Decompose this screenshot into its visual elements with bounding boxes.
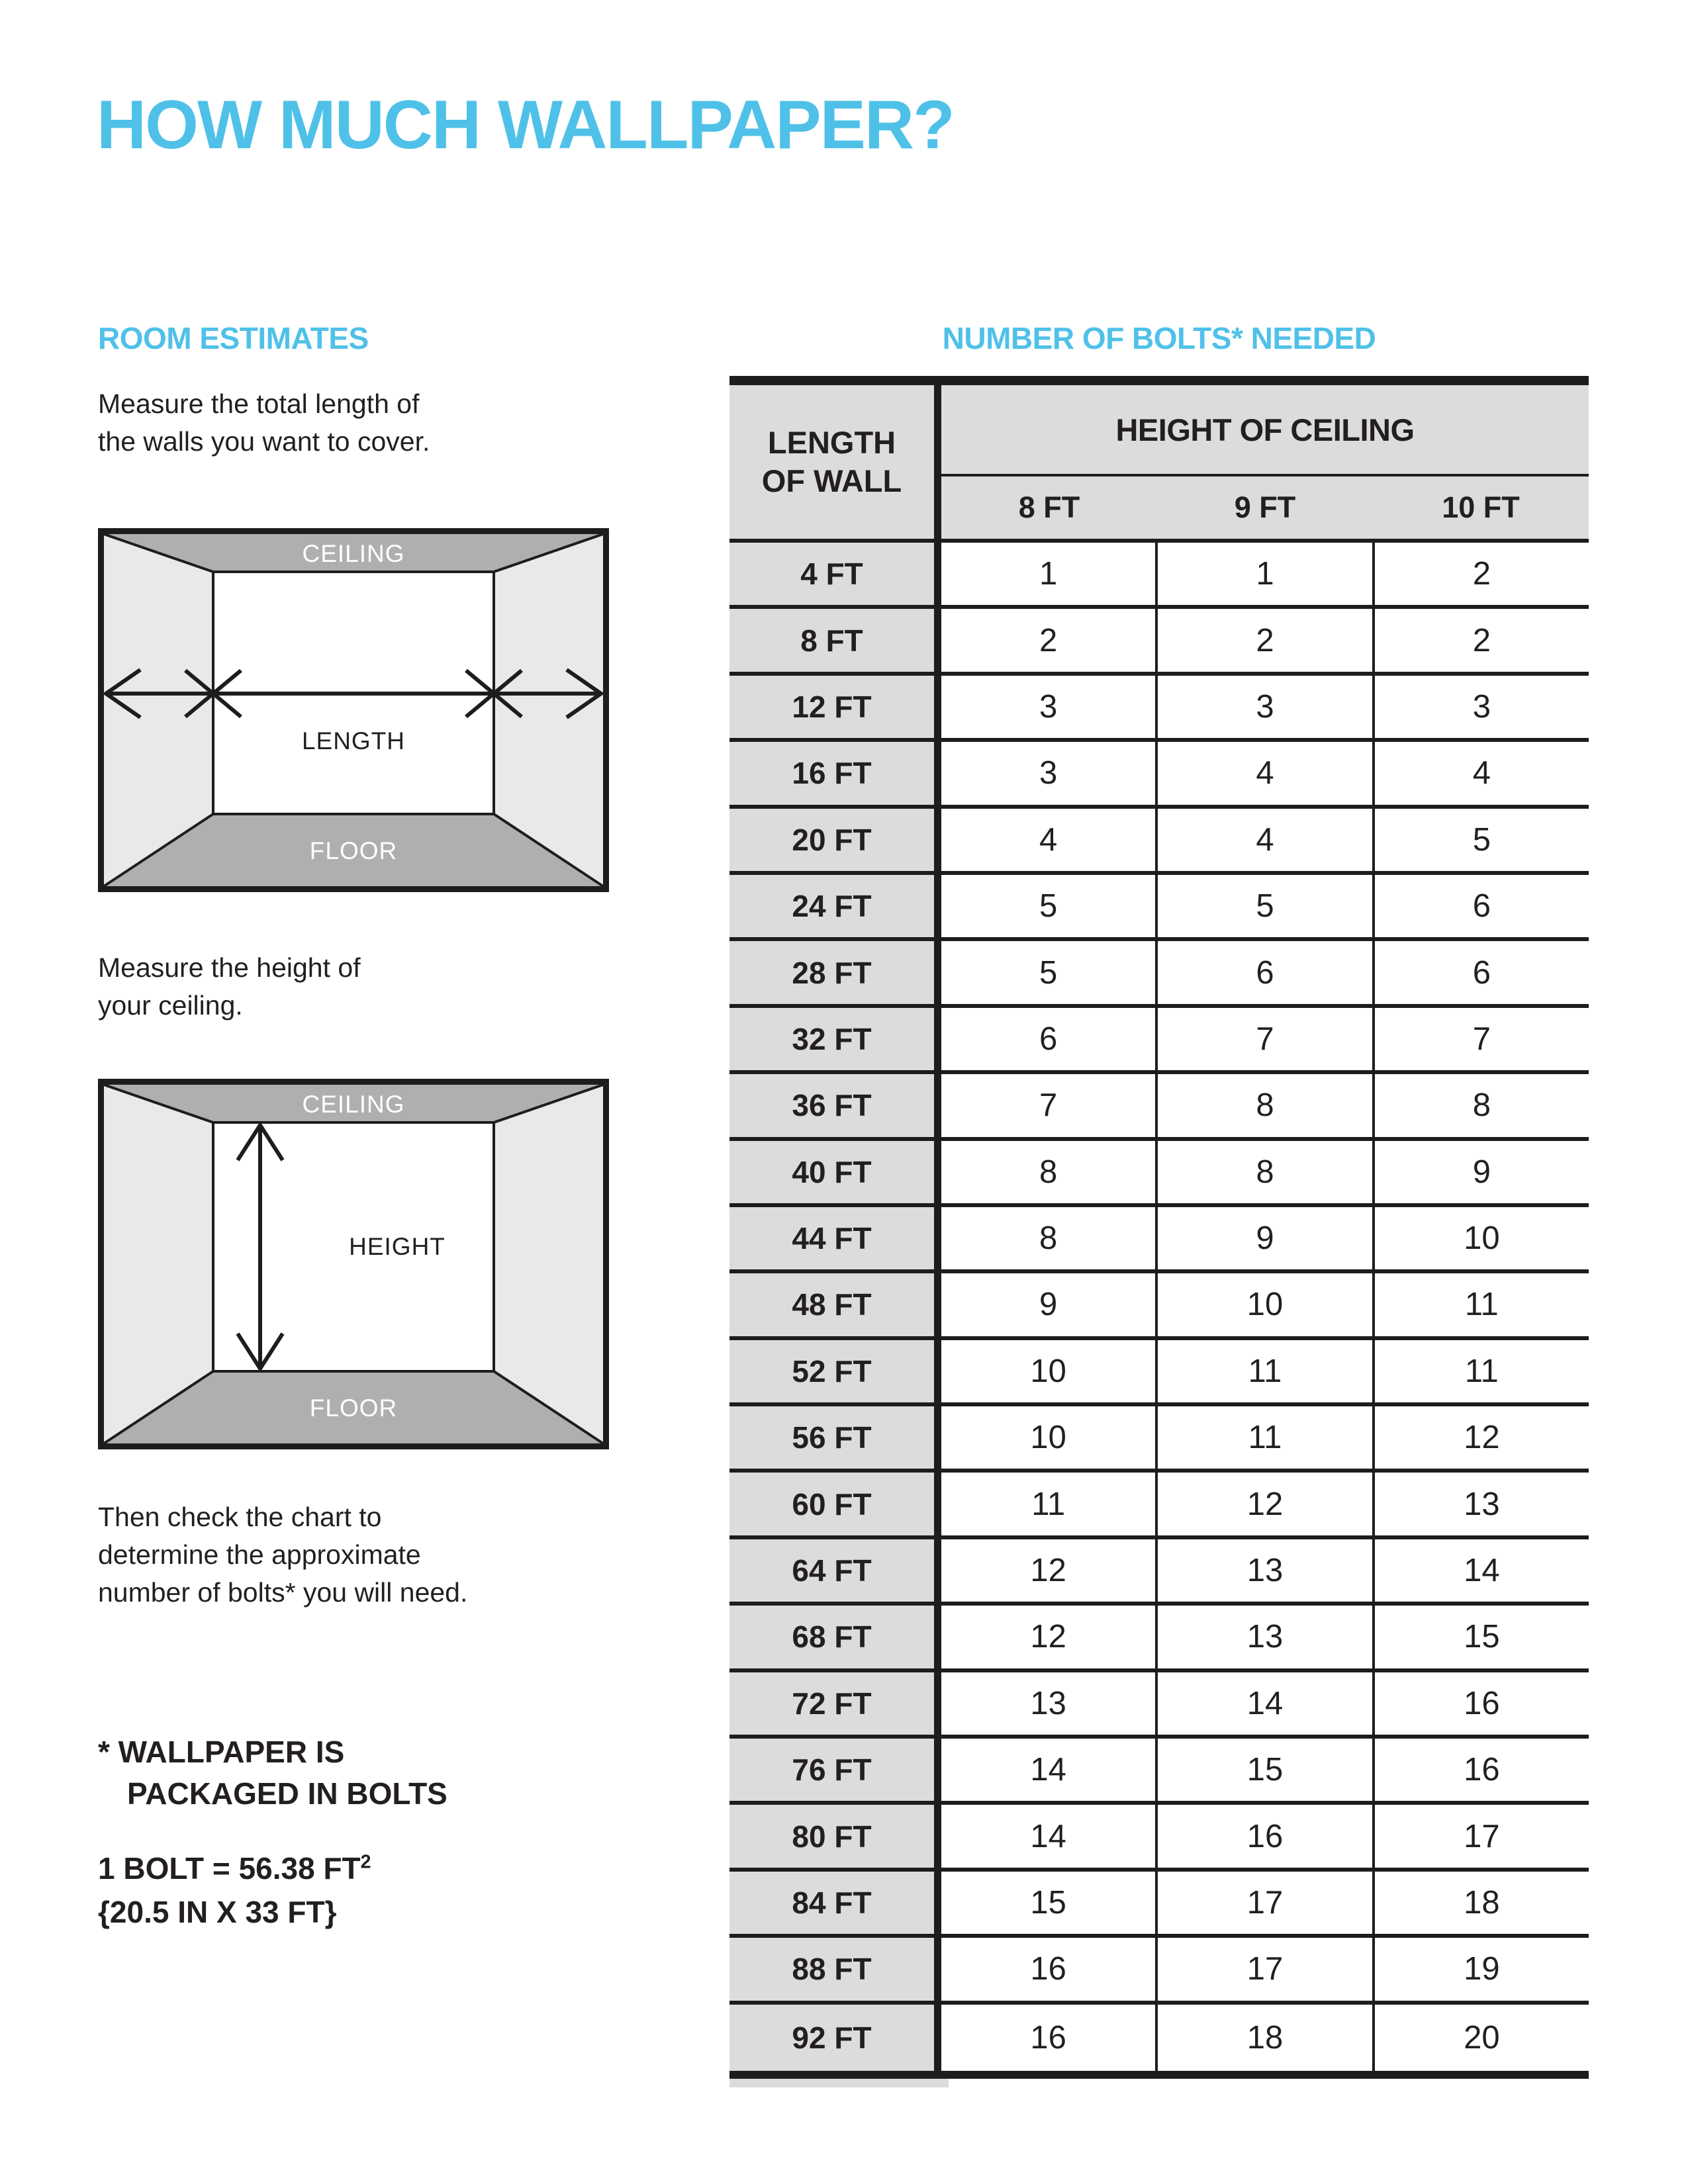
table-row (729, 742, 1589, 808)
row-length-label: 88 FT (729, 1938, 941, 2000)
row-bolt-value: 12 (941, 1606, 1155, 1668)
page-title: HOW MUCH WALLPAPER? (97, 87, 954, 163)
row-bolt-value: 4 (941, 809, 1155, 871)
table-row (729, 875, 1589, 941)
row-bolt-value: 3 (941, 742, 1155, 804)
row-bolt-value: 16 (941, 2005, 1155, 2071)
row-bolt-value: 3 (1372, 676, 1589, 738)
row-bolt-value: 6 (1372, 875, 1589, 937)
bolt-spec-equation: 1 BOLT = 56.38 $FT^2$ (98, 1851, 371, 1886)
floor-label: FLOOR (309, 837, 398, 864)
row-bolt-value: 6 (1155, 941, 1372, 1003)
instruction-line: Then check the chart to (98, 1502, 382, 1532)
row-bolt-value: 15 (1372, 1606, 1589, 1668)
row-bolt-value: 10 (1155, 1273, 1372, 1336)
row-length-label: 52 FT (729, 1340, 941, 1402)
row-bolt-value: 1 (1155, 543, 1372, 605)
ceiling-label: CEILING (302, 540, 405, 567)
row-length-label: 80 FT (729, 1805, 941, 1867)
table-row (729, 809, 1589, 875)
row-bolt-value: 3 (941, 676, 1155, 738)
row-bolt-value: 11 (941, 1473, 1155, 1535)
row-length-label: 16 FT (729, 742, 941, 804)
table-row (729, 1872, 1589, 1938)
table-bottom-rule (729, 2071, 1589, 2079)
row-bolt-value: 10 (941, 1340, 1155, 1402)
row-bolt-value: 4 (1155, 742, 1372, 804)
table-row (729, 676, 1589, 742)
row-length-label: 12 FT (729, 676, 941, 738)
instruction-measure-length (98, 385, 430, 461)
table-row (729, 1008, 1589, 1074)
row-bolt-value: 8 (1155, 1074, 1372, 1136)
column-header-10ft: 10 FT (1442, 490, 1520, 524)
row-bolt-value: 13 (1155, 1539, 1372, 1602)
row-length-label: 44 FT (729, 1207, 941, 1269)
instruction-line: the walls you want to cover. (98, 426, 430, 457)
row-bolt-value: 16 (1372, 1739, 1589, 1801)
bolt-spec-dimensions: {20.5 IN X 33 FT} (98, 1895, 337, 1929)
instruction-line: determine the approximate (98, 1539, 421, 1570)
table-gray-stub (729, 2079, 949, 2087)
row-length-label: 36 FT (729, 1074, 941, 1136)
row-bolt-value: 5 (1372, 809, 1589, 871)
row-bolt-value: 7 (1155, 1008, 1372, 1070)
column-header-8ft: 8 FT (1018, 490, 1080, 524)
row-length-label: 4 FT (729, 543, 941, 605)
row-length-label: 56 FT (729, 1406, 941, 1469)
table-row (729, 1207, 1589, 1273)
row-length-label: 20 FT (729, 809, 941, 871)
row-bolt-value: 2 (1372, 543, 1589, 605)
row-length-label: 64 FT (729, 1539, 941, 1602)
table-row (729, 1074, 1589, 1140)
row-length-label: 84 FT (729, 1872, 941, 1934)
bolts-footnote (98, 1731, 447, 1815)
row-bolt-value: 14 (941, 1739, 1155, 1801)
table-row (729, 1805, 1589, 1871)
row-bolt-value: 8 (941, 1141, 1155, 1203)
squared-superscript: 2 (360, 1851, 371, 1873)
row-bolt-value: 11 (1372, 1273, 1589, 1336)
row-bolt-value: 16 (1155, 1805, 1372, 1867)
row-bolt-value: 8 (1372, 1074, 1589, 1136)
row-bolt-value: 16 (1372, 1672, 1589, 1735)
row-bolt-value: 10 (1372, 1207, 1589, 1269)
row-bolt-value: 8 (1155, 1141, 1372, 1203)
row-bolt-value: 13 (1372, 1473, 1589, 1535)
row-bolt-value: 19 (1372, 1938, 1589, 2000)
table-row (729, 2005, 1589, 2071)
table-row (729, 1473, 1589, 1539)
row-bolt-value: 14 (1155, 1672, 1372, 1735)
room-height-diagram (98, 1079, 609, 1449)
row-bolt-value: 3 (1155, 676, 1372, 738)
instruction-check-chart (98, 1498, 467, 1612)
instruction-measure-height (98, 949, 361, 1024)
row-bolt-value: 7 (1372, 1008, 1589, 1070)
row-bolt-value: 2 (941, 609, 1155, 671)
row-bolt-value: 4 (1155, 809, 1372, 871)
row-length-label: 92 FT (729, 2005, 941, 2071)
row-bolt-value: 12 (941, 1539, 1155, 1602)
row-bolt-value: 15 (941, 1872, 1155, 1934)
row-bolt-value: 17 (1155, 1938, 1372, 2000)
bolts-table-body (729, 543, 1589, 2071)
row-length-label: 8 FT (729, 609, 941, 671)
table-row (729, 941, 1589, 1007)
table-row (729, 1672, 1589, 1739)
row-bolt-value: 13 (941, 1672, 1155, 1735)
row-length-label: 24 FT (729, 875, 941, 937)
row-length-label: 40 FT (729, 1141, 941, 1203)
row-bolt-value: 2 (1155, 609, 1372, 671)
row-bolt-value: 14 (1372, 1539, 1589, 1602)
instruction-line: your ceiling. (98, 990, 243, 1021)
row-bolt-value: 16 (941, 1938, 1155, 2000)
instruction-line: number of bolts* you will need. (98, 1577, 468, 1608)
row-length-label: 72 FT (729, 1672, 941, 1735)
bolts-table (729, 376, 1589, 2087)
table-row (729, 1273, 1589, 1340)
room-estimates-heading: ROOM ESTIMATES (98, 321, 369, 355)
table-row (729, 1141, 1589, 1207)
row-length-label: 60 FT (729, 1473, 941, 1535)
length-measure-label: LENGTH (301, 727, 406, 754)
row-bolt-value: 4 (1372, 742, 1589, 804)
table-header (729, 385, 1589, 543)
row-bolt-value: 15 (1155, 1739, 1372, 1801)
column-header-9ft: 9 FT (1234, 490, 1296, 524)
row-bolt-value: 8 (941, 1207, 1155, 1269)
row-bolt-value: 5 (941, 941, 1155, 1003)
length-of-wall-header: LENGTH OF WALL (729, 385, 941, 539)
footnote-line: PACKAGED IN BOLTS (127, 1776, 447, 1811)
row-bolt-value: 12 (1155, 1473, 1372, 1535)
footnote-line: * WALLPAPER IS (98, 1735, 345, 1769)
row-bolt-value: 7 (941, 1074, 1155, 1136)
table-row (729, 1938, 1589, 2004)
row-bolt-value: 1 (941, 543, 1155, 605)
row-bolt-value: 6 (941, 1008, 1155, 1070)
row-bolt-value: 17 (1372, 1805, 1589, 1867)
row-bolt-value: 11 (1372, 1340, 1589, 1402)
bolt-spec (98, 1846, 371, 1934)
ceiling-height-columns (941, 477, 1589, 539)
row-length-label: 48 FT (729, 1273, 941, 1336)
table-row (729, 1739, 1589, 1805)
row-length-label: 76 FT (729, 1739, 941, 1801)
bolts-needed-heading: NUMBER OF BOLTS* NEEDED (942, 321, 1376, 355)
floor-label: FLOOR (309, 1394, 398, 1422)
row-bolt-value: 14 (941, 1805, 1155, 1867)
row-length-label: 68 FT (729, 1606, 941, 1668)
table-row (729, 609, 1589, 675)
row-bolt-value: 9 (941, 1273, 1155, 1336)
table-top-rule (729, 376, 1589, 385)
row-bolt-value: 2 (1372, 609, 1589, 671)
row-bolt-value: 9 (1155, 1207, 1372, 1269)
ceiling-label: CEILING (302, 1091, 405, 1118)
height-of-ceiling-group (941, 385, 1589, 539)
row-bolt-value: 5 (1155, 875, 1372, 937)
table-row (729, 1606, 1589, 1672)
row-bolt-value: 11 (1155, 1340, 1372, 1402)
row-bolt-value: 9 (1372, 1141, 1589, 1203)
row-length-label: 32 FT (729, 1008, 941, 1070)
height-of-ceiling-header: HEIGHT OF CEILING (1115, 412, 1415, 447)
table-row (729, 1406, 1589, 1473)
row-length-label: 28 FT (729, 941, 941, 1003)
table-row (729, 1340, 1589, 1406)
instruction-line: Measure the total length of (98, 388, 420, 419)
row-bolt-value: 10 (941, 1406, 1155, 1469)
row-bolt-value: 20 (1372, 2005, 1589, 2071)
instruction-line: Measure the height of (98, 952, 361, 983)
room-length-diagram (98, 528, 609, 892)
row-bolt-value: 18 (1155, 2005, 1372, 2071)
height-measure-label: HEIGHT (349, 1233, 445, 1260)
row-bolt-value: 12 (1372, 1406, 1589, 1469)
table-row (729, 543, 1589, 609)
row-bolt-value: 6 (1372, 941, 1589, 1003)
row-bolt-value: 5 (941, 875, 1155, 937)
row-bolt-value: 13 (1155, 1606, 1372, 1668)
row-bolt-value: 18 (1372, 1872, 1589, 1934)
table-row (729, 1539, 1589, 1606)
row-bolt-value: 17 (1155, 1872, 1372, 1934)
row-bolt-value: 11 (1155, 1406, 1372, 1469)
